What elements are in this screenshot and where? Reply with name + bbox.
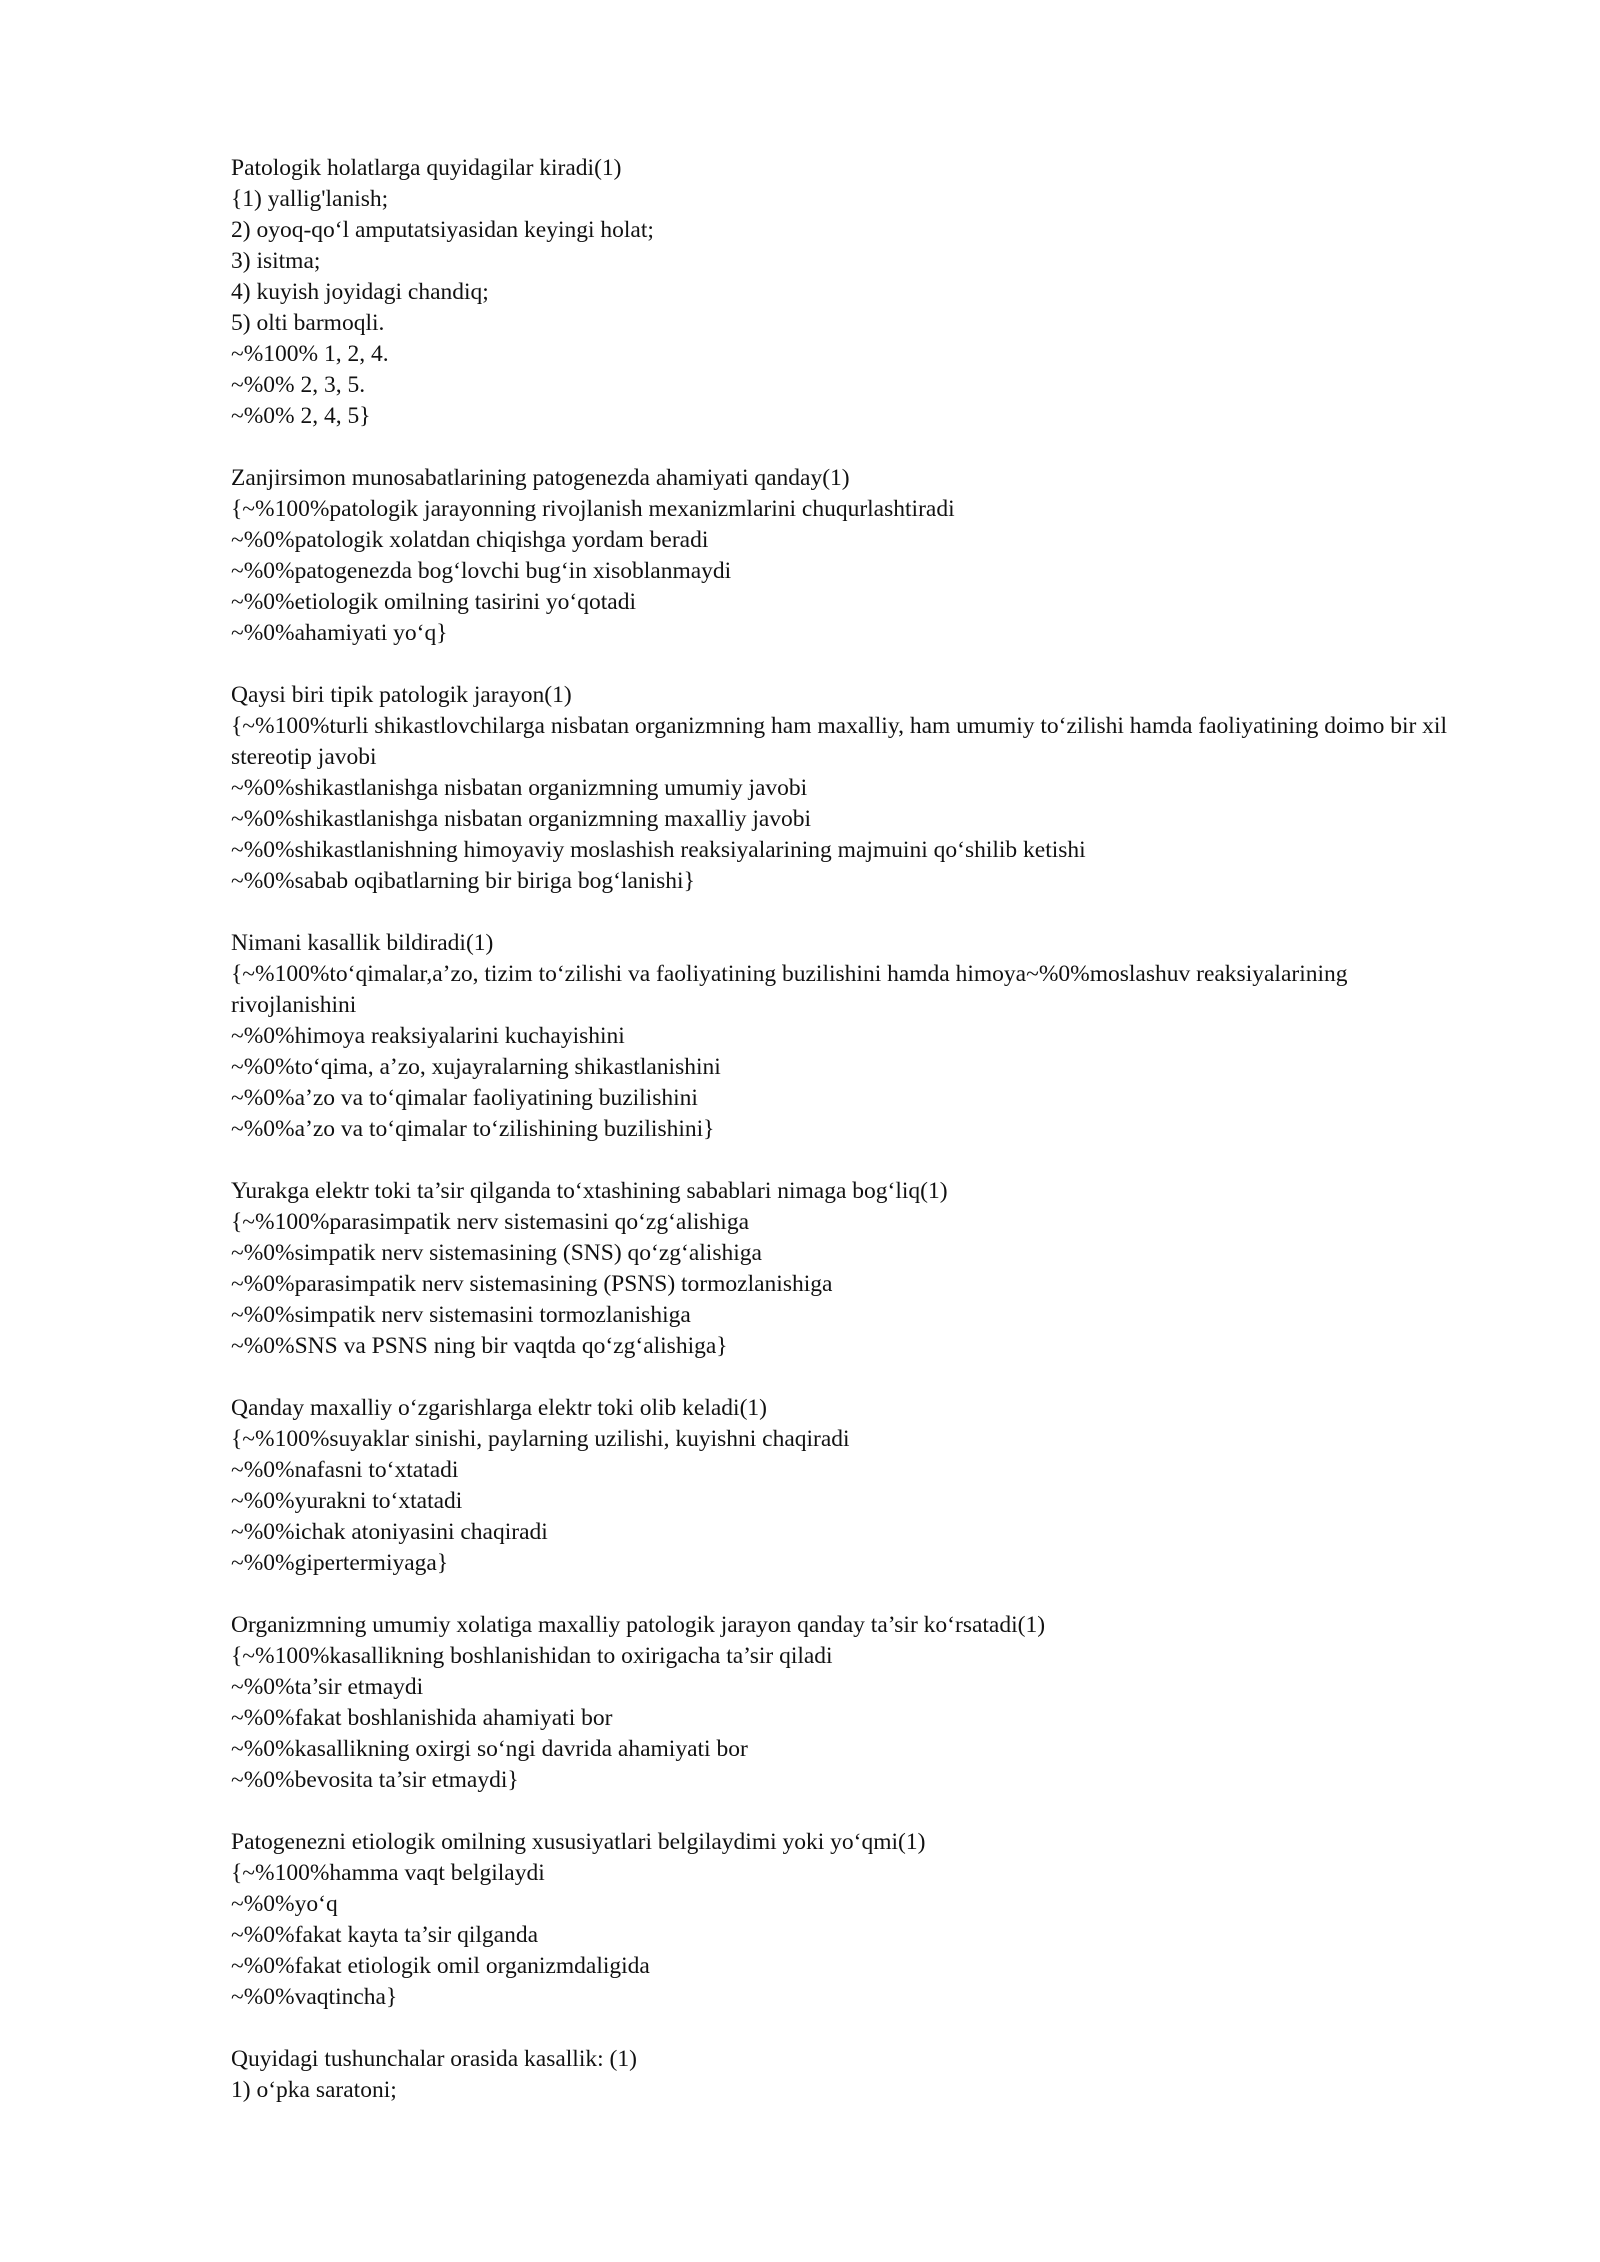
answer-line: ~%0%etiologik omilning tasirini yo‘qotadi xyxy=(231,589,636,615)
question-block xyxy=(231,1827,1531,2013)
answer-line: ~%0%simpatik nerv sistemasining (SNS) qo‘zg‘alishiga xyxy=(231,1240,762,1266)
answer-line: ~%0%fakat boshlanishida ahamiyati bor xyxy=(231,1705,613,1731)
answer-line: ~%100% 1, 2, 4. xyxy=(231,341,389,367)
answer-line: ~%0%shikastlanishga nisbatan organizmning umumiy javobi xyxy=(231,775,808,801)
answer-line: {1) yallig'lanish; xyxy=(231,186,389,212)
answer-line: ~%0%ichak atoniyasini chaqiradi xyxy=(231,1519,548,1545)
question-text: Patogenezni etiologik omilning xususiyatlari belgilaydimi yoki yo‘qmi(1) xyxy=(231,1829,926,1855)
answer-line: 4) kuyish joyidagi chandiq; xyxy=(231,279,489,305)
answer-line: 5) olti barmoqli. xyxy=(231,310,385,336)
answer-line: ~%0%yurakni to‘xtatadi xyxy=(231,1488,463,1514)
answer-line: ~%0%shikastlanishning himoyaviy moslashish reaksiyalarining majmuini qo‘shilib ketishi xyxy=(231,837,1086,863)
question-block xyxy=(231,1176,1531,1362)
document-page xyxy=(231,153,1531,2137)
question-text: Patologik holatlarga quyidagilar kiradi(1) xyxy=(231,155,622,181)
answer-line: {~%100%turli shikastlovchilarga nisbatan organizmning ham maxalliy, ham umumiy to‘zilishi hamda faoliyatining doimo bir xil stereotip javobi xyxy=(231,713,1453,770)
answer-line: ~%0%simpatik nerv sistemasini tormozlanishiga xyxy=(231,1302,691,1328)
answer-line: ~%0%kasallikning oxirgi so‘ngi davrida ahamiyati bor xyxy=(231,1736,748,1762)
question-text: Organizmning umumiy xolatiga maxalliy patologik jarayon qanday ta’sir ko‘rsatadi(1) xyxy=(231,1612,1046,1638)
answer-line: ~%0%ahamiyati yo‘q} xyxy=(231,620,448,646)
answer-line: ~%0%yo‘q xyxy=(231,1891,338,1917)
question-text: Quyidagi tushunchalar orasida kasallik: (1) xyxy=(231,2046,637,2072)
question-block xyxy=(231,680,1531,897)
answer-line: ~%0%himoya reaksiyalarini kuchayishini xyxy=(231,1023,625,1049)
question-text: Zanjirsimon munosabatlarining patogenezda ahamiyati qanday(1) xyxy=(231,465,850,491)
answer-line: ~%0%a’zo va to‘qimalar to‘zilishining buzilishini} xyxy=(231,1116,715,1142)
answer-line: ~%0%ta’sir etmaydi xyxy=(231,1674,424,1700)
answer-line: ~%0%sabab oqibatlarning bir biriga bog‘lanishi} xyxy=(231,868,695,894)
answer-line: ~%0%gipertermiyaga} xyxy=(231,1550,449,1576)
answer-line: ~%0%vaqtincha} xyxy=(231,1984,398,2010)
question-text: Qanday maxalliy o‘zgarishlarga elektr toki olib keladi(1) xyxy=(231,1395,767,1421)
answer-line: ~%0%a’zo va to‘qimalar faoliyatining buzilishini xyxy=(231,1085,698,1111)
question-block xyxy=(231,1610,1531,1796)
answer-line: ~%0% 2, 4, 5} xyxy=(231,403,371,429)
answer-line: {~%100%parasimpatik nerv sistemasini qo‘zg‘alishiga xyxy=(231,1209,750,1235)
answer-line: 2) oyoq-qo‘l amputatsiyasidan keyingi holat; xyxy=(231,217,654,243)
answer-line: ~%0%parasimpatik nerv sistemasining (PSNS) tormozlanishiga xyxy=(231,1271,833,1297)
answer-line: ~%0%fakat etiologik omil organizmdaligida xyxy=(231,1953,650,1979)
question-text: Yurakga elektr toki ta’sir qilganda to‘xtashining sabablari nimaga bog‘liq(1) xyxy=(231,1178,948,1204)
answer-line: ~%0%nafasni to‘xtatadi xyxy=(231,1457,459,1483)
answer-line: {~%100%patologik jarayonning rivojlanish mexanizmlarini chuqurlashtiradi xyxy=(231,496,955,522)
answer-line: ~%0%to‘qima, a’zo, xujayralarning shikastlanishini xyxy=(231,1054,721,1080)
answer-line: {~%100%kasallikning boshlanishidan to oxirigacha ta’sir qiladi xyxy=(231,1643,833,1669)
answer-line: 3) isitma; xyxy=(231,248,321,274)
question-block xyxy=(231,153,1531,432)
answer-line: ~%0%patologik xolatdan chiqishga yordam beradi xyxy=(231,527,709,553)
answer-line: ~%0% 2, 3, 5. xyxy=(231,372,366,398)
question-text: Nimani kasallik bildiradi(1) xyxy=(231,930,494,956)
answer-line: ~%0%bevosita ta’sir etmaydi} xyxy=(231,1767,519,1793)
question-block xyxy=(231,463,1531,649)
question-block xyxy=(231,928,1531,1145)
answer-line: ~%0%SNS va PSNS ning bir vaqtda qo‘zg‘alishiga} xyxy=(231,1333,728,1359)
answer-line: {~%100%suyaklar sinishi, paylarning uzilishi, kuyishni chaqiradi xyxy=(231,1426,850,1452)
answer-line: 1) o‘pka saratoni; xyxy=(231,2077,397,2103)
question-block xyxy=(231,2044,1531,2106)
answer-line: {~%100%hamma vaqt belgilaydi xyxy=(231,1860,545,1886)
question-text: Qaysi biri tipik patologik jarayon(1) xyxy=(231,682,572,708)
answer-line: ~%0%fakat kayta ta’sir qilganda xyxy=(231,1922,539,1948)
question-block xyxy=(231,1393,1531,1579)
answer-line: ~%0%shikastlanishga nisbatan organizmning maxalliy javobi xyxy=(231,806,812,832)
answer-line: {~%100%to‘qimalar,a’zo, tizim to‘zilishi va faoliyatining buzilishini hamda himoya~%0%moslashuv reaksiyalarining rivojlanishini xyxy=(231,961,1354,1018)
answer-line: ~%0%patogenezda bog‘lovchi bug‘in xisoblanmaydi xyxy=(231,558,732,584)
